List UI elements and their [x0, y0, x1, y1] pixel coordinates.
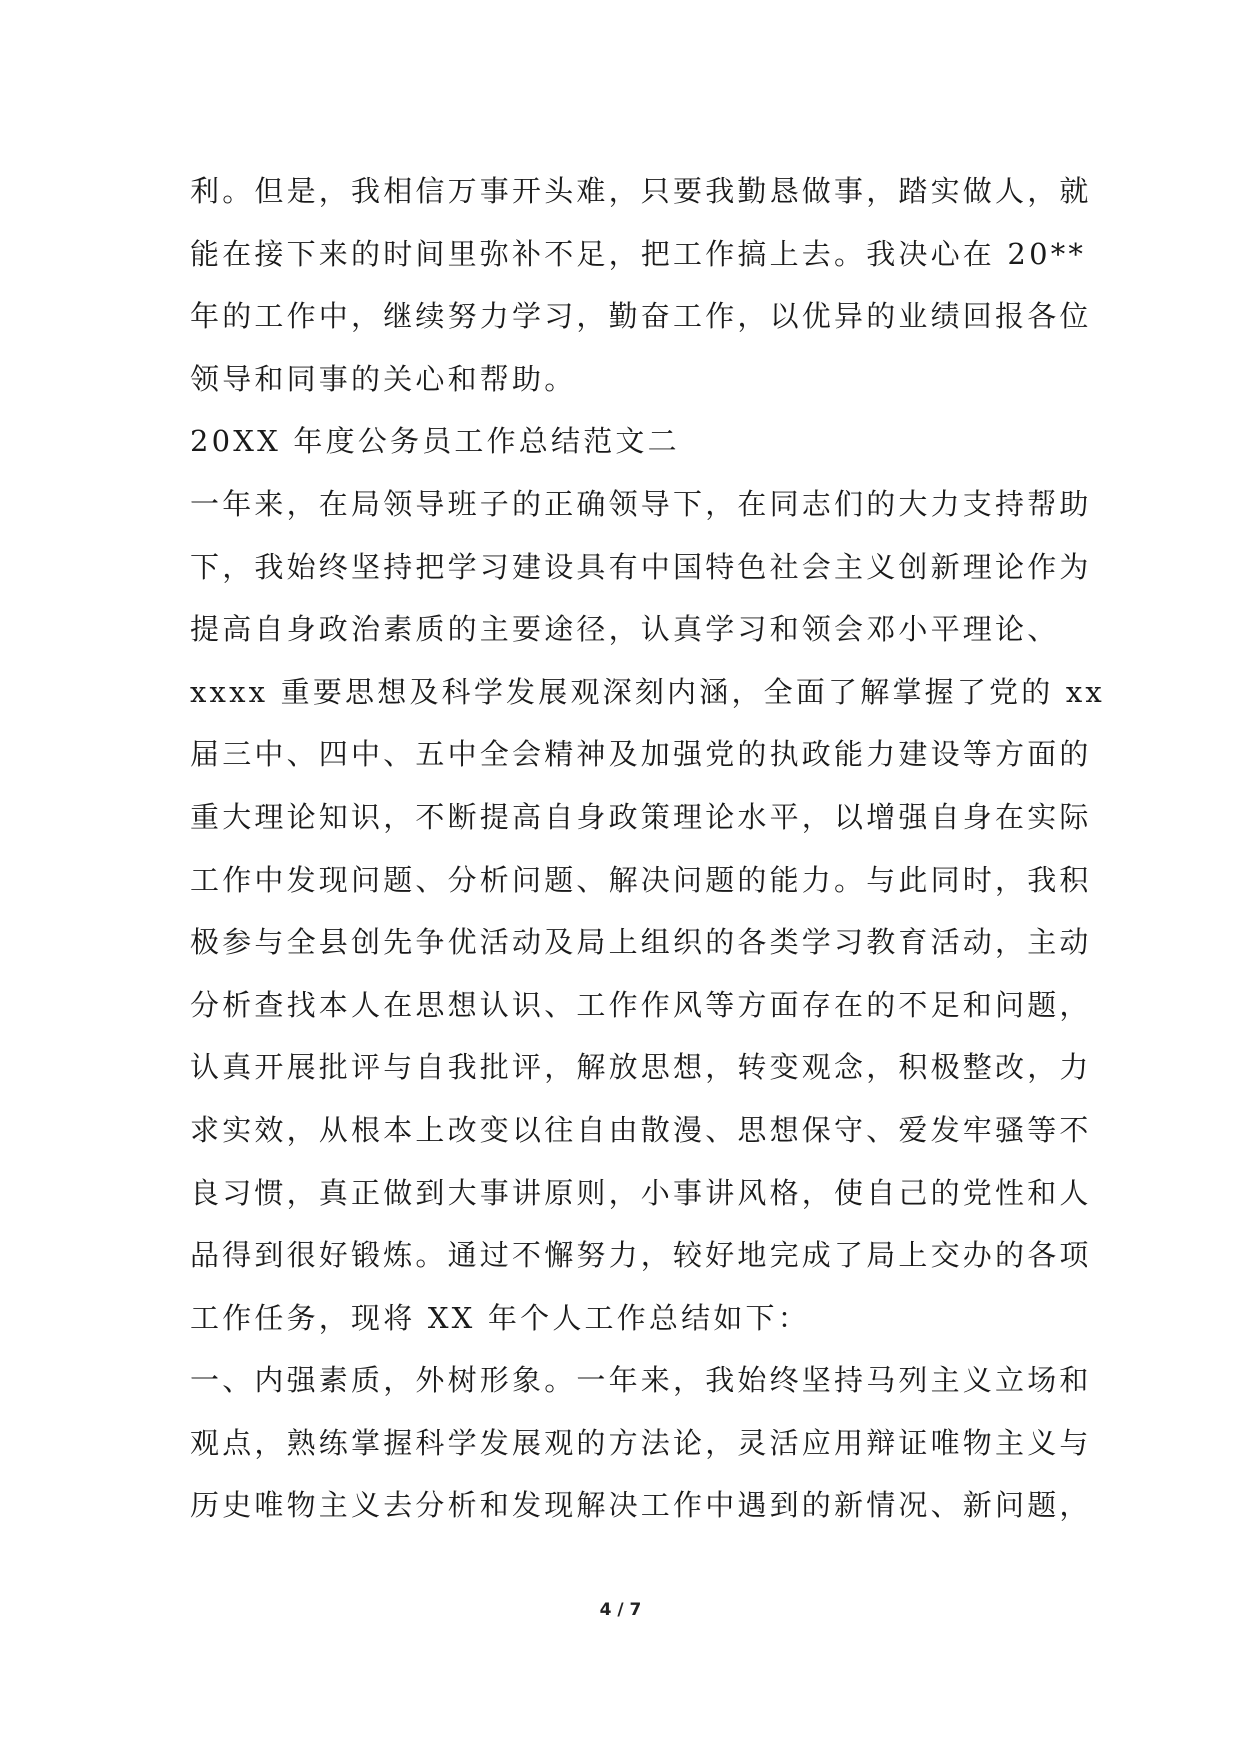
text-line: 重大理论知识，不断提高自身政策理论水平，以增强自身在实际: [190, 799, 1092, 834]
section-heading: 20XX 年度公务员工作总结范文二: [190, 424, 680, 459]
text-line: 求实效，从根本上改变以往自由散漫、思想保守、爱发牢骚等不: [190, 1112, 1092, 1147]
text-line: 届三中、四中、五中全会精神及加强党的执政能力建设等方面的: [190, 737, 1092, 772]
text-line: 认真开展批评与自我批评，解放思想，转变观念，积极整改，力: [190, 1050, 1092, 1085]
text-line: 观点，熟练掌握科学发展观的方法论，灵活应用辩证唯物主义与: [190, 1425, 1092, 1460]
text-line: 品得到很好锻炼。通过不懈努力，较好地完成了局上交办的各项: [190, 1238, 1092, 1273]
text-line: 领导和同事的关心和帮助。: [190, 361, 577, 396]
page-number: 4 / 7: [599, 1600, 642, 1620]
text-line: 能在接下来的时间里弥补不足，把工作搞上去。我决心在 20**: [190, 236, 1087, 271]
text-line: xxxx 重要思想及科学发展观深刻内涵，全面了解掌握了党的 xx: [190, 674, 1105, 709]
text-line: 一、内强素质，外树形象。一年来，我始终坚持马列主义立场和: [190, 1363, 1092, 1398]
text-line: 一年来，在局领导班子的正确领导下，在同志们的大力支持帮助: [190, 486, 1092, 521]
text-line: 提高自身政治素质的主要途径，认真学习和领会邓小平理论、: [190, 612, 1060, 647]
body-text: [190, 160, 1105, 1537]
text-line: 利。但是，我相信万事开头难，只要我勤恳做事，踏实做人，就: [190, 174, 1092, 208]
text-line: 极参与全县创先争优活动及局上组织的各类学习教育活动，主动: [190, 925, 1092, 960]
text-line: 良习惯，真正做到大事讲原则，小事讲风格，使自己的党性和人: [190, 1175, 1092, 1210]
text-line: 年的工作中，继续努力学习，勤奋工作，以优异的业绩回报各位: [190, 299, 1092, 334]
text-line: 历史唯物主义去分析和发现解决工作中遇到的新情况、新问题，: [190, 1488, 1092, 1523]
text-line: 下，我始终坚持把学习建设具有中国特色社会主义创新理论作为: [190, 549, 1092, 584]
text-line: 工作任务，现将 XX 年个人工作总结如下：: [190, 1300, 810, 1335]
text-line: 工作中发现问题、分析问题、解决问题的能力。与此同时，我积: [190, 862, 1092, 897]
text-line: 分析查找本人在思想认识、工作作风等方面存在的不足和问题，: [190, 987, 1092, 1022]
